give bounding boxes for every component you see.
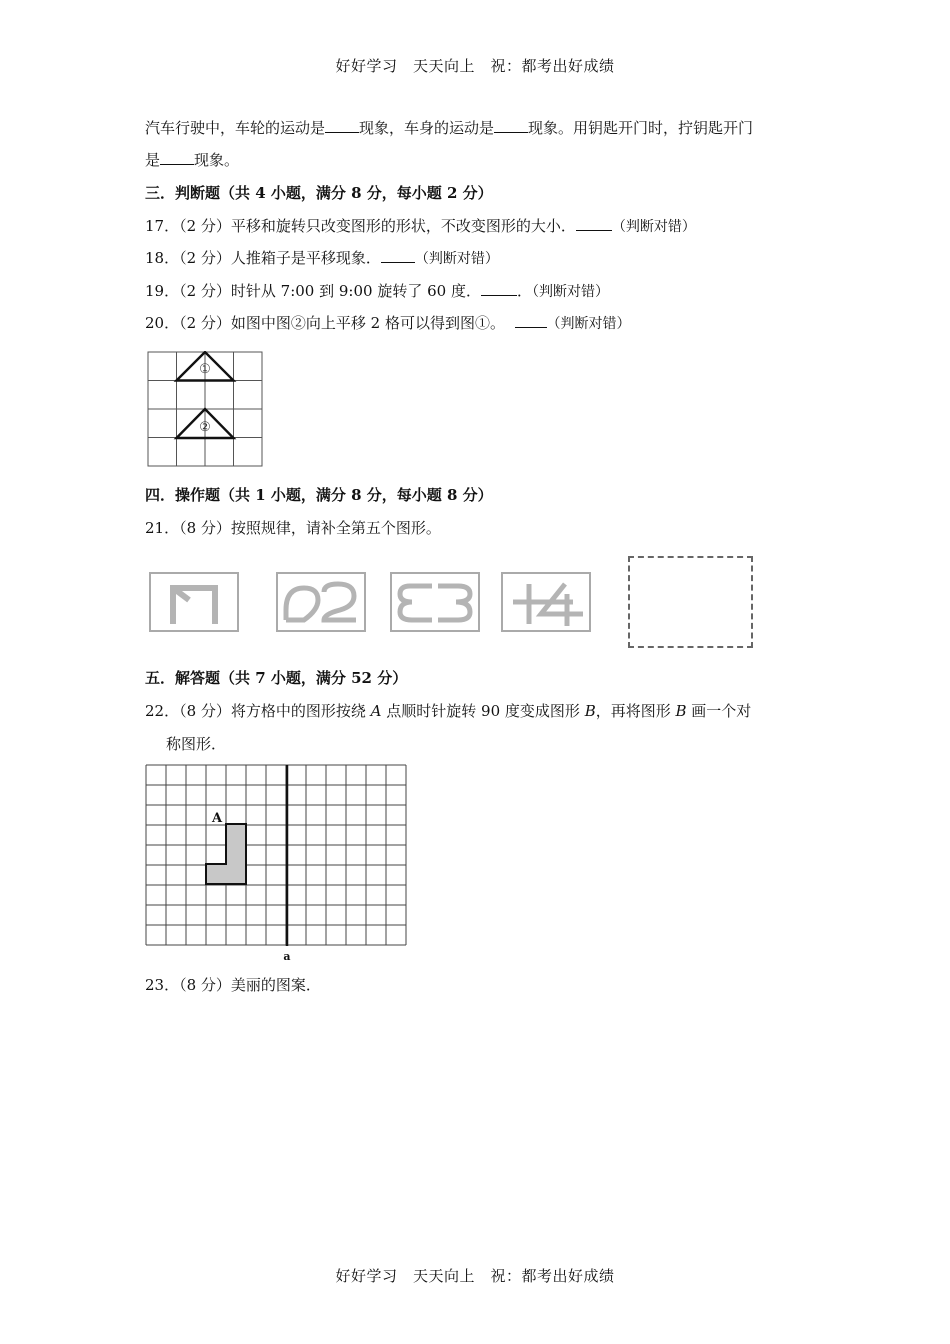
q21-answer-box[interactable] bbox=[628, 556, 753, 648]
q21-text: 21．（8 分）按照规律，请补全第五个图形。 bbox=[145, 519, 441, 537]
q17-text: 17．（2 分）平移和旋转只改变图形的形状，不改变图形的大小． bbox=[145, 217, 576, 235]
q22-grid-lines bbox=[146, 765, 406, 945]
q21-box-1 bbox=[149, 572, 239, 632]
q20-tail: （判断对错） bbox=[546, 316, 631, 332]
q16-blank-1[interactable] bbox=[325, 118, 359, 133]
q16-text-e: 现象。 bbox=[194, 151, 240, 169]
q16-text-d: 是 bbox=[145, 151, 161, 169]
section-3-title: 三．判断题（共 4 小题，满分 8 分，每小题 2 分） bbox=[145, 184, 493, 202]
q19-text: 19．（2 分）时针从 7:00 到 9:00 旋转了 60 度． bbox=[145, 282, 481, 300]
q21-glyph-3 bbox=[392, 574, 478, 630]
page-footer: 好好学习 天天向上 祝：都考出好成绩 bbox=[335, 1267, 615, 1285]
q17 bbox=[145, 215, 696, 236]
q21-box-3 bbox=[390, 572, 480, 632]
q16-line1 bbox=[145, 117, 753, 138]
q22-point-a: A bbox=[370, 702, 382, 720]
q20-figure-grid bbox=[147, 351, 265, 469]
page-header: 好好学习 天天向上 祝：都考出好成绩 bbox=[335, 57, 615, 75]
q22-label-A: A bbox=[212, 811, 223, 826]
section-4-title: 四．操作题（共 1 小题，满分 8 分，每小题 8 分） bbox=[145, 486, 493, 504]
q19-dot: ． bbox=[516, 282, 532, 300]
q20-answer-blank[interactable] bbox=[515, 313, 547, 328]
q21-box-4 bbox=[501, 572, 591, 632]
q16-text-b: 现象，车身的运动是 bbox=[359, 119, 495, 137]
q21-glyph-4 bbox=[503, 574, 589, 630]
q22-label-a: a bbox=[283, 950, 291, 963]
q18-tail: （判断对错） bbox=[414, 251, 499, 267]
q20-label-2: ② bbox=[199, 420, 211, 435]
q17-tail: （判断对错） bbox=[611, 219, 696, 235]
q22-line2: 称图形． bbox=[166, 735, 227, 753]
q22-text-b: 点顺时针旋转 90 度变成图形 bbox=[381, 702, 585, 720]
q22-shape bbox=[206, 824, 246, 884]
q18-text: 18．（2 分）人推箱子是平移现象． bbox=[145, 249, 381, 267]
q17-answer-blank[interactable] bbox=[576, 216, 612, 231]
q19-answer-blank[interactable] bbox=[481, 281, 517, 296]
q21-glyph-2 bbox=[278, 574, 364, 630]
q22-text-c: ，再将图形 bbox=[595, 702, 676, 720]
q21-box-2 bbox=[276, 572, 366, 632]
q21-glyph-1 bbox=[151, 574, 237, 630]
q22-text-a: 22．（8 分）将方格中的图形按绕 bbox=[145, 702, 371, 720]
q19 bbox=[145, 280, 609, 301]
q20-label-1: ① bbox=[199, 362, 211, 377]
q18-answer-blank[interactable] bbox=[381, 248, 415, 263]
q18 bbox=[145, 247, 499, 268]
q23-text: 23．（8 分）美丽的图案． bbox=[145, 976, 321, 994]
q19-tail: （判断对错） bbox=[531, 284, 609, 300]
q16-text-c: 现象。用钥匙开门时，拧钥匙开门 bbox=[528, 119, 754, 137]
q22-grid-figure bbox=[144, 764, 410, 964]
q22-shape-b: B bbox=[584, 702, 596, 720]
q22-text-d: 画一个对 bbox=[686, 702, 752, 720]
q22-shape-b2: B bbox=[675, 702, 687, 720]
q16-blank-2[interactable] bbox=[494, 118, 528, 133]
section-5-title: 五．解答题（共 7 小题，满分 52 分） bbox=[145, 669, 408, 687]
q16-line2 bbox=[145, 149, 239, 170]
q20 bbox=[145, 312, 631, 333]
q22-line1 bbox=[145, 700, 751, 721]
q16-text-a: 汽车行驶中，车轮的运动是 bbox=[145, 119, 326, 137]
q20-text: 20．（2 分）如图中图②向上平移 2 格可以得到图①。 bbox=[145, 314, 505, 332]
q16-blank-3[interactable] bbox=[160, 150, 194, 165]
